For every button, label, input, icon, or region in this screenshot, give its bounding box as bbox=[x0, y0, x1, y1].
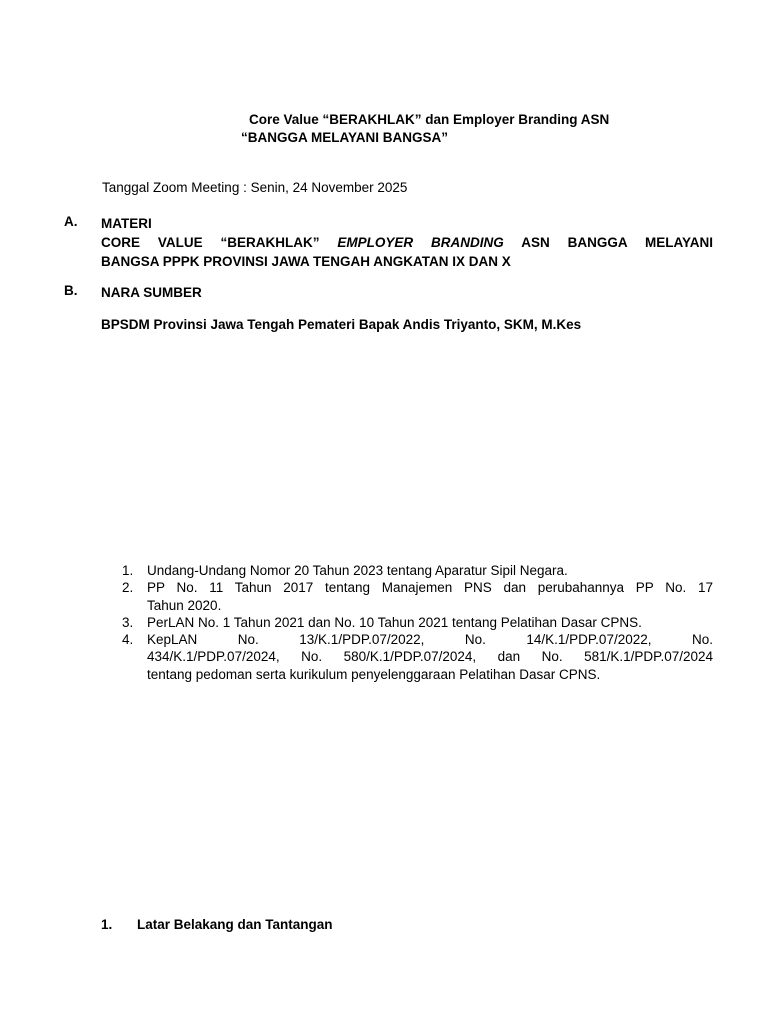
reference-item bbox=[122, 631, 713, 683]
reference-number: 4. bbox=[122, 632, 134, 648]
reference-text bbox=[147, 562, 713, 579]
section-a-letter: A. bbox=[64, 214, 78, 229]
section-a-title-italic: EMPLOYER BRANDING bbox=[337, 235, 504, 250]
reference-line: Undang-Undang Nomor 20 Tahun 2023 tentang Aparatur Sipil Negara. bbox=[147, 563, 568, 578]
reference-item bbox=[122, 579, 713, 614]
section-a-title-pre: CORE VALUE “BERAKHLAK” bbox=[101, 235, 338, 250]
reference-number: 3. bbox=[122, 614, 134, 630]
speaker-line: BPSDM Provinsi Jawa Tengah Pemateri Bapak Andis Triyanto, SKM, M.Kes bbox=[101, 317, 582, 332]
reference-text bbox=[147, 579, 713, 614]
meeting-date: Tanggal Zoom Meeting : Senin, 24 November 2025 bbox=[102, 180, 408, 195]
section-a-title-line-2: BANGSA PPPK PROVINSI JAWA TENGAH ANGKATAN IX DAN X bbox=[101, 254, 511, 269]
subheading-title: Latar Belakang dan Tantangan bbox=[137, 917, 333, 932]
reference-text bbox=[147, 614, 713, 631]
document-title-line-2: “BANGGA MELAYANI BANGSA” bbox=[241, 130, 449, 145]
section-a-title-post: ASN BANGGA MELAYANI bbox=[503, 235, 713, 250]
section-a-title-line-1 bbox=[101, 233, 713, 252]
section-b-letter: B. bbox=[64, 283, 78, 298]
subheading-number: 1. bbox=[101, 917, 113, 932]
reference-item bbox=[122, 614, 713, 631]
reference-line: KepLAN No. 13/K.1/PDP.07/2022, No. 14/K.1/PDP.07/2022, No. bbox=[147, 632, 713, 648]
reference-line: Tahun 2020. bbox=[147, 597, 222, 613]
reference-number: 2. bbox=[122, 580, 134, 596]
document-title-line-1: Core Value “BERAKHLAK” dan Employer Branding ASN bbox=[249, 112, 610, 127]
reference-line: PerLAN No. 1 Tahun 2021 dan No. 10 Tahun 2021 tentang Pelatihan Dasar CPNS. bbox=[147, 614, 642, 630]
section-a-block bbox=[101, 214, 713, 271]
reference-item bbox=[122, 562, 713, 579]
reference-text bbox=[147, 631, 713, 683]
section-a-heading: MATERI bbox=[101, 216, 152, 231]
reference-number: 1. bbox=[122, 563, 134, 578]
reference-list bbox=[122, 562, 713, 683]
reference-line: 434/K.1/PDP.07/2024, No. 580/K.1/PDP.07/2024, dan No. 581/K.1/PDP.07/2024 bbox=[147, 649, 713, 665]
reference-line: tentang pedoman serta kurikulum penyelenggaraan Pelatihan Dasar CPNS. bbox=[147, 666, 601, 682]
section-b-block bbox=[101, 283, 713, 302]
reference-line: PP No. 11 Tahun 2017 tentang Manajemen PNS dan perubahannya PP No. 17 bbox=[147, 580, 713, 596]
section-b-heading: NARA SUMBER bbox=[101, 285, 202, 300]
